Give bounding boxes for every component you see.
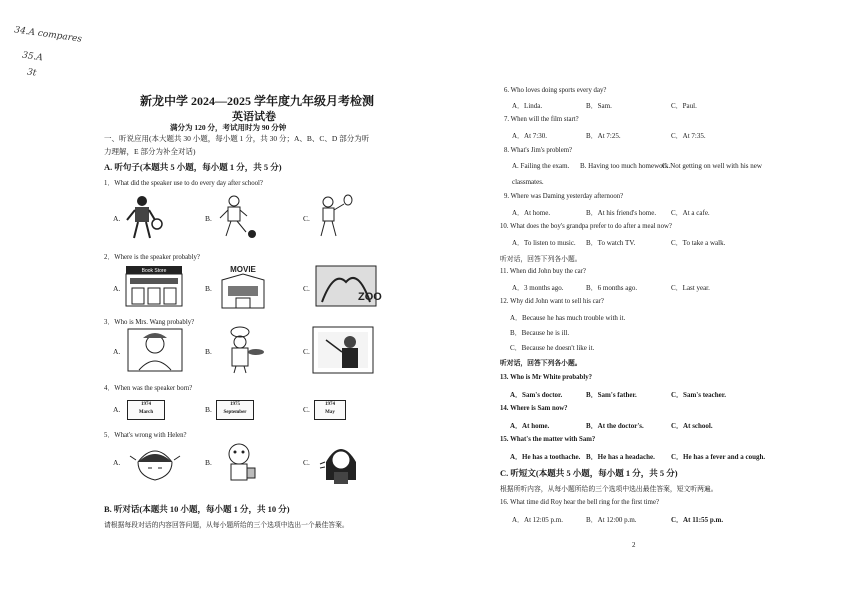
date-a-month: March bbox=[138, 410, 154, 415]
question-4: 4．When was the speaker born? bbox=[104, 385, 193, 392]
q16-option-a: A．At 12:05 p.m. bbox=[512, 516, 563, 524]
handwritten-note-1: 34.A compares bbox=[13, 25, 83, 45]
q8-option-a: A. Failing the exam. bbox=[512, 162, 570, 170]
zoo-sign: ZOO bbox=[358, 291, 382, 303]
q3-label-a: A. bbox=[113, 347, 121, 356]
q8-option-c: C. Not getting on well with his new bbox=[662, 162, 762, 170]
q1-label-c: C. bbox=[303, 214, 310, 223]
question-7: 7. When will the film start? bbox=[504, 116, 579, 123]
q4-label-a: A. bbox=[113, 405, 121, 414]
question-11: 11. When did John buy the car? bbox=[500, 268, 586, 275]
date-a-year: 1974 bbox=[141, 402, 151, 407]
question-6: 6. Who loves doing sports every day? bbox=[504, 87, 607, 94]
cinema-image bbox=[216, 262, 270, 310]
question-10: 10. What does the boy's grandpa prefer to do after a meal now? bbox=[500, 223, 672, 230]
bookstore-image bbox=[124, 264, 184, 308]
section-c-instructions: 根据所听内容，从每小题所给的三个选项中选出最佳答案，短文听两遍。 bbox=[500, 486, 718, 493]
q10-option-c: C．To take a walk. bbox=[671, 239, 726, 247]
q2-label-b: B. bbox=[205, 284, 212, 293]
q15-option-a: A．He has a toothache. bbox=[510, 453, 581, 461]
sick-boy-image bbox=[217, 440, 261, 486]
nurse-image bbox=[127, 328, 183, 372]
date-card-a bbox=[127, 400, 165, 420]
q5-label-a: A. bbox=[113, 458, 121, 467]
q7-option-a: A．At 7:30. bbox=[512, 132, 547, 140]
section-a-heading: A. 听句子(本题共 5 小题，每小题 1 分，共 5 分) bbox=[104, 162, 282, 172]
q11-option-c: C．Last year. bbox=[671, 284, 710, 292]
q5-label-b: B. bbox=[205, 458, 212, 467]
date-card-b bbox=[216, 400, 254, 420]
q1-label-b: B. bbox=[205, 214, 212, 223]
q13-option-a: A．Sam's doctor. bbox=[510, 391, 563, 399]
q4-label-c: C. bbox=[303, 405, 310, 414]
q14-option-a: A．At home. bbox=[510, 422, 550, 430]
q1-label-a: A. bbox=[113, 214, 121, 223]
zoo-image bbox=[314, 262, 382, 310]
q9-option-a: A．At home. bbox=[512, 209, 551, 217]
q8-option-c-cont: classmates. bbox=[512, 178, 544, 186]
q3-label-b: B. bbox=[205, 347, 212, 356]
question-3: 3．Who is Mrs. Wang probably? bbox=[104, 319, 195, 326]
question-2: 2．Where is the speaker probably? bbox=[104, 254, 200, 261]
q14-option-b: B．At the doctor's. bbox=[586, 422, 644, 430]
listen-instruction-1: 听对话，回答下列各小题。 bbox=[500, 256, 582, 263]
exam-title: 新龙中学 2024—2025 学年度九年级月考检测 bbox=[140, 94, 375, 108]
q5-label-c: C. bbox=[303, 458, 310, 467]
q7-option-b: B．At 7:25. bbox=[586, 132, 621, 140]
q8-option-b: B. Having too much homework. bbox=[580, 162, 671, 170]
question-13: 13. Who is Mr White probably? bbox=[500, 374, 593, 381]
cinema-sign: MOVIE bbox=[230, 265, 256, 274]
q16-option-b: B．At 12:00 p.m. bbox=[586, 516, 637, 524]
listen-instruction-2: 听对话，回答下列各小题。 bbox=[500, 360, 582, 367]
q6-option-c: C．Paul. bbox=[671, 102, 697, 110]
q3-label-c: C. bbox=[303, 347, 310, 356]
q2-label-c: C. bbox=[303, 284, 310, 293]
basketball-player-image bbox=[122, 194, 164, 240]
question-14: 14. Where is Sam now? bbox=[500, 405, 568, 412]
q11-option-b: B．6 months ago. bbox=[586, 284, 638, 292]
question-1: 1．What did the speaker use to do every day after school? bbox=[104, 180, 263, 187]
q9-option-c: C．At a cafe. bbox=[671, 209, 710, 217]
soccer-player-image bbox=[214, 194, 258, 240]
q10-option-a: A．To listen to music. bbox=[512, 239, 576, 247]
question-9: 9. Where was Daming yesterday afternoon? bbox=[504, 193, 624, 200]
date-c-month: May bbox=[325, 410, 335, 415]
q13-option-c: C．Sam's teacher. bbox=[671, 391, 726, 399]
teacher-image bbox=[312, 326, 374, 374]
date-card-c bbox=[314, 400, 346, 420]
q12-option-c: C．Because he doesn't like it. bbox=[510, 344, 595, 352]
question-15: 15. What's the matter with Sam? bbox=[500, 436, 596, 443]
q16-option-c: C．At 11:55 p.m. bbox=[671, 516, 724, 524]
handwritten-note-2: 35.A bbox=[21, 50, 44, 64]
page-number: 2 bbox=[632, 541, 636, 549]
score-line: 满分为 120 分，考试用时为 90 分钟 bbox=[170, 123, 287, 132]
coughing-girl-image bbox=[316, 440, 366, 486]
q9-option-b: B．At his friend's home. bbox=[586, 209, 657, 217]
exam-subtitle: 英语试卷 bbox=[232, 111, 276, 123]
question-16: 16. What time did Roy hear the bell ring for the first time? bbox=[500, 499, 659, 506]
question-12: 12. Why did John want to sell his car? bbox=[500, 298, 604, 305]
question-5: 5．What's wrong with Helen? bbox=[104, 432, 187, 439]
cook-image bbox=[216, 326, 266, 374]
q2-label-a: A. bbox=[113, 284, 121, 293]
headache-girl-image bbox=[128, 442, 182, 482]
bookstore-sign: Book Store bbox=[141, 268, 167, 274]
q14-option-c: C．At school. bbox=[671, 422, 713, 430]
date-c-year: 1974 bbox=[325, 402, 335, 407]
q6-option-a: A．Linda. bbox=[512, 102, 543, 110]
date-b-year: 1975 bbox=[230, 402, 240, 407]
q15-option-c: C．He has a fever and a cough. bbox=[671, 453, 766, 461]
q13-option-b: B．Sam's father. bbox=[586, 391, 637, 399]
handwritten-note-3: 3t bbox=[26, 67, 37, 79]
section-c-heading: C. 听短文(本题共 5 小题，每小题 1 分，共 5 分) bbox=[500, 468, 678, 478]
q11-option-a: A．3 months ago. bbox=[512, 284, 564, 292]
q12-option-a: A．Because he has much trouble with it. bbox=[510, 314, 626, 322]
q7-option-c: C．At 7:35. bbox=[671, 132, 706, 140]
q6-option-b: B．Sam. bbox=[586, 102, 612, 110]
q15-option-b: B．He has a headache. bbox=[586, 453, 655, 461]
part1-heading-cont: 力理解，E 部分为补全对话) bbox=[104, 147, 196, 156]
date-b-month: September bbox=[223, 410, 247, 415]
tennis-player-image bbox=[312, 194, 356, 240]
q4-label-b: B. bbox=[205, 405, 212, 414]
part1-heading: 一、听说应用(本大题共 30 小题，每小题 1 分，共 30 分；A、B、C、D 部分为听 bbox=[104, 134, 370, 143]
q10-option-b: B．To watch TV. bbox=[586, 239, 636, 247]
section-b-heading: B. 听对话(本题共 10 小题，每小题 1 分，共 10 分) bbox=[104, 504, 290, 514]
q12-option-b: B．Because he is ill. bbox=[510, 329, 570, 337]
section-b-instructions: 请根据每段对话的内容回答问题，从每小题所给的三个选项中选出一个最佳答案。 bbox=[104, 522, 349, 529]
question-8: 8. What's Jim's problem? bbox=[504, 147, 573, 154]
